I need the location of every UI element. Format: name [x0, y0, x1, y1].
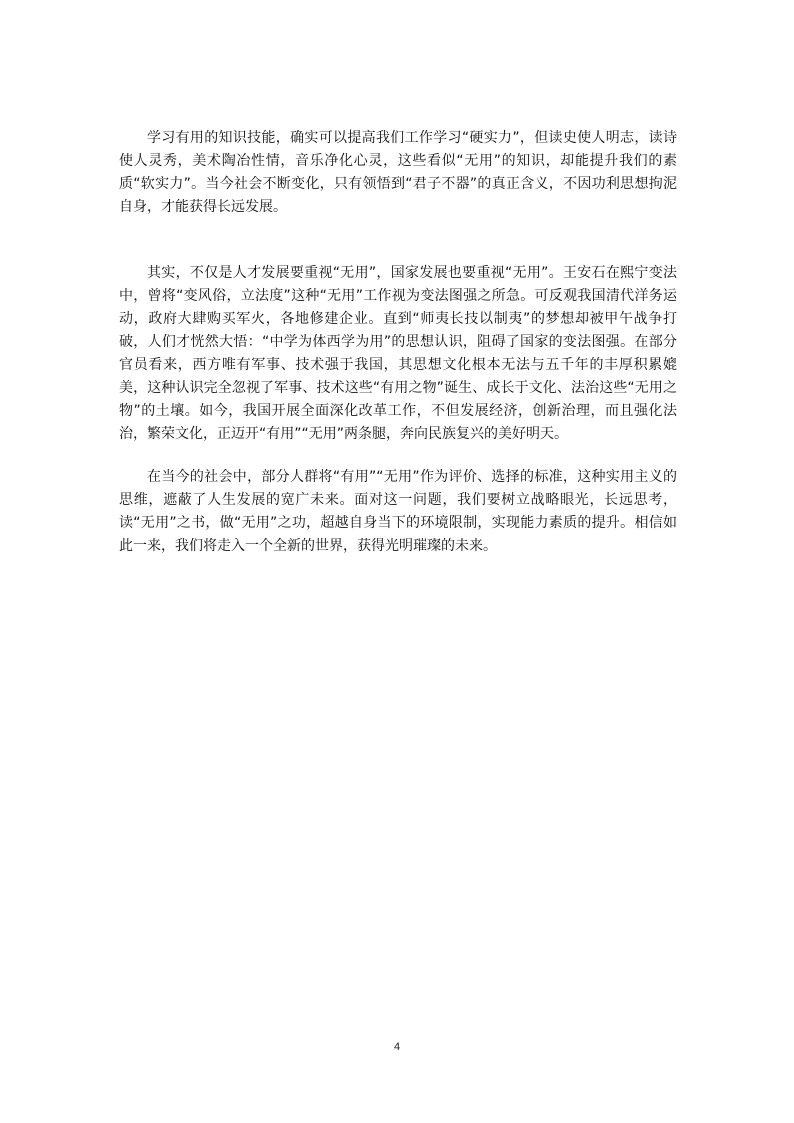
paragraph-3: 在当今的社会中，部分人群将“有用”“无用”作为评价、选择的标准，这种实用主义的思维，遮蔽了人生发展的宽广未来。面对这一问题，我们要树立战略眼光，长远思考，读“无用”之书，做“无用”之功，超越自身当下的环境限制，实现能力素质的提升。相信如此一来，我们将走入一个全新的世界，获得光明璀璨的未来。	[119, 469, 677, 554]
paragraph-2: 其实，不仅是人才发展要重视“无用”，国家发展也要重视“无用”。王安石在熙宁变法中，曾将“变风俗，立法度”这种“无用”工作视为变法图强之所急。可反观我国清代洋务运动，政府大肆购买军火，各地修建企业。直到“师夷长技以制夷”的梦想却被甲午战争打破，人们才恍然大悟：“中学为体西学为用”的思想认识，阻碍了国家的变法图强。在部分官员看来，西方唯有军事、技术强于我国，其思想文化根本无法与五千年的丰厚积累媲美，这种认识完全忽视了军事、技术这些“有用之物”诞生、成长于文化、法治这些“无用之物”的土壤。如今，我国开展全面深化改革工作，不但发展经济，创新治理，而且强化法治，繁荣文化，正迈开“有用”“无用”两条腿，奔向民族复兴的美好明天。	[119, 265, 677, 442]
paragraph-1: 学习有用的知识技能，确实可以提高我们工作学习“硬实力”，但读史使人明志，读诗使人灵秀，美术陶冶性情，音乐净化心灵，这些看似“无用”的知识，却能提升我们的素质“软实力”。当今社会不断变化，只有领悟到“君子不器”的真正含义，不因功利思想拘泥自身，才能获得长远发展。	[119, 130, 677, 215]
page-number: 4	[393, 1041, 401, 1053]
